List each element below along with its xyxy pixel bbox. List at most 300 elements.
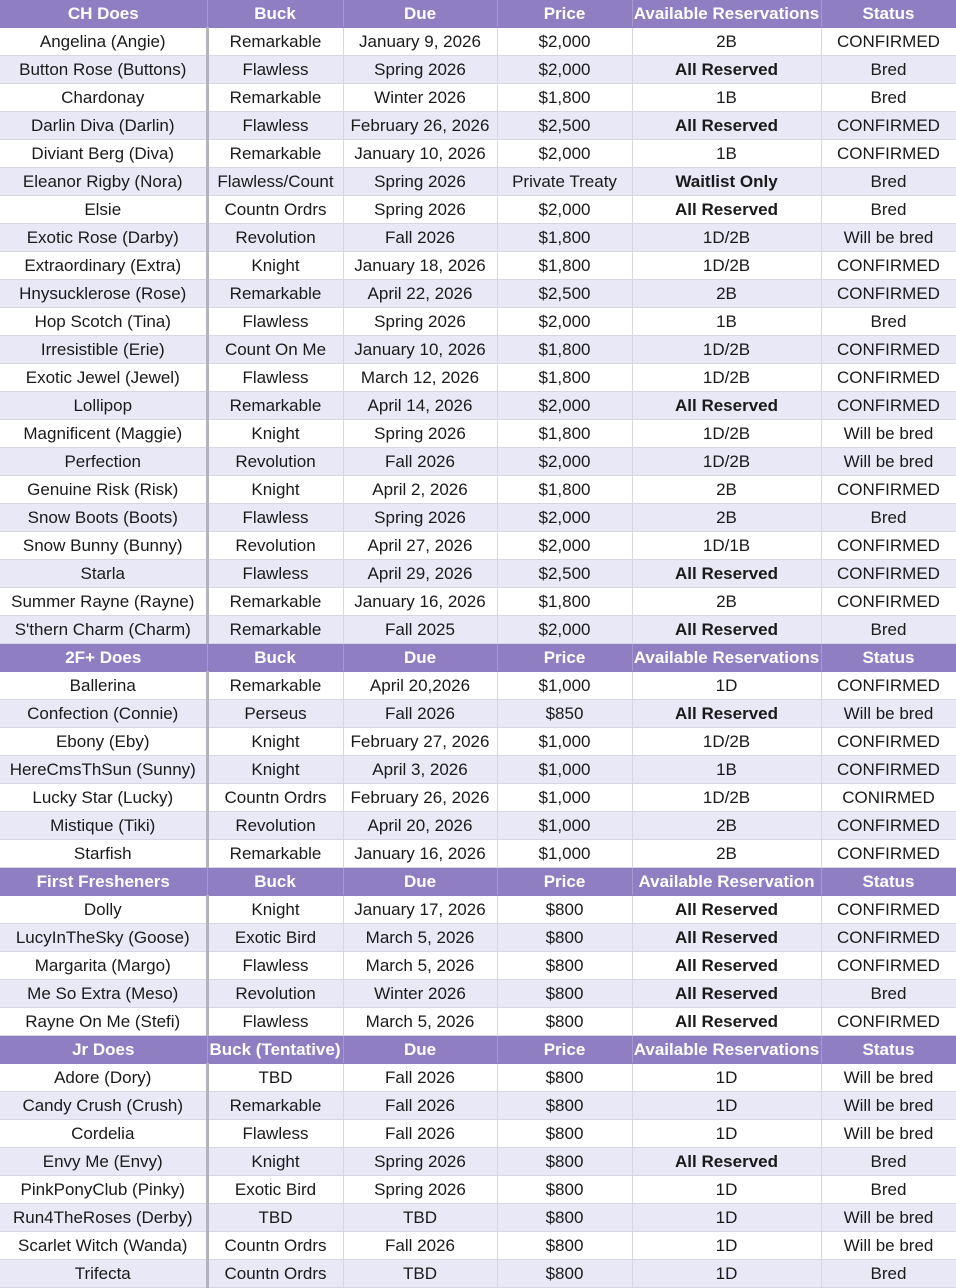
cell-available-reservations: Waitlist Only: [632, 168, 821, 196]
cell-buck: Perseus: [207, 700, 343, 728]
cell-status: CONFIRMED: [821, 560, 956, 588]
cell-status: CONFIRMED: [821, 728, 956, 756]
cell-available-reservations: 1D/2B: [632, 224, 821, 252]
section-header-row: [0, 868, 956, 896]
cell-buck: Flawless: [207, 504, 343, 532]
cell-status: CONFIRMED: [821, 112, 956, 140]
cell-buck: Remarkable: [207, 280, 343, 308]
column-header-buck: Buck: [207, 868, 343, 896]
column-header-status: Status: [821, 644, 956, 672]
cell-status: Bred: [821, 1260, 956, 1288]
cell-available-reservations: 1D: [632, 1092, 821, 1120]
table-row: [0, 616, 956, 644]
cell-available-reservations: 1D: [632, 1204, 821, 1232]
column-header-available-reservations: Available Reservations: [632, 644, 821, 672]
column-header-price: Price: [497, 1036, 632, 1064]
cell-status: Bred: [821, 308, 956, 336]
cell-status: Bred: [821, 980, 956, 1008]
table-row: [0, 588, 956, 616]
cell-available-reservations: 2B: [632, 812, 821, 840]
cell-buck: Flawless: [207, 1120, 343, 1148]
cell-doe-name: Cordelia: [0, 1120, 207, 1148]
cell-buck: Knight: [207, 756, 343, 784]
cell-status: Will be bred: [821, 1204, 956, 1232]
cell-buck: Countn Ordrs: [207, 196, 343, 224]
cell-price: $800: [497, 1064, 632, 1092]
cell-available-reservations: All Reserved: [632, 560, 821, 588]
cell-doe-name: Me So Extra (Meso): [0, 980, 207, 1008]
cell-status: Bred: [821, 56, 956, 84]
cell-due-date: April 29, 2026: [343, 560, 497, 588]
cell-price: $2,000: [497, 448, 632, 476]
cell-buck: Flawless: [207, 56, 343, 84]
cell-due-date: February 26, 2026: [343, 784, 497, 812]
cell-available-reservations: 1D: [632, 1064, 821, 1092]
table-row: [0, 84, 956, 112]
table-row: [0, 280, 956, 308]
cell-buck: Knight: [207, 252, 343, 280]
table-row: [0, 672, 956, 700]
cell-status: Will be bred: [821, 1232, 956, 1260]
column-header-buck: Buck: [207, 0, 343, 28]
cell-due-date: March 12, 2026: [343, 364, 497, 392]
cell-price: $1,800: [497, 252, 632, 280]
cell-available-reservations: 2B: [632, 840, 821, 868]
table-row: [0, 364, 956, 392]
column-header-status: Status: [821, 868, 956, 896]
cell-available-reservations: 1D/2B: [632, 420, 821, 448]
cell-status: CONFIRMED: [821, 392, 956, 420]
cell-available-reservations: 1D: [632, 1232, 821, 1260]
cell-available-reservations: 1D/2B: [632, 728, 821, 756]
table-row: [0, 476, 956, 504]
cell-available-reservations: All Reserved: [632, 952, 821, 980]
cell-status: CONFIRMED: [821, 840, 956, 868]
cell-price: $1,000: [497, 812, 632, 840]
table-row: [0, 840, 956, 868]
cell-buck: Flawless: [207, 952, 343, 980]
table-row: [0, 1092, 956, 1120]
table-row: [0, 196, 956, 224]
cell-status: CONFIRMED: [821, 812, 956, 840]
cell-due-date: April 3, 2026: [343, 756, 497, 784]
cell-due-date: April 20,2026: [343, 672, 497, 700]
cell-status: Will be bred: [821, 700, 956, 728]
table-row: [0, 504, 956, 532]
cell-buck: Remarkable: [207, 616, 343, 644]
cell-due-date: January 16, 2026: [343, 840, 497, 868]
cell-doe-name: Button Rose (Buttons): [0, 56, 207, 84]
cell-buck: Countn Ordrs: [207, 784, 343, 812]
cell-status: CONFIRMED: [821, 28, 956, 56]
cell-buck: Exotic Bird: [207, 1176, 343, 1204]
cell-doe-name: Margarita (Margo): [0, 952, 207, 980]
cell-buck: Flawless: [207, 1008, 343, 1036]
cell-doe-name: Darlin Diva (Darlin): [0, 112, 207, 140]
cell-buck: Remarkable: [207, 1092, 343, 1120]
cell-due-date: January 10, 2026: [343, 336, 497, 364]
cell-doe-name: Exotic Rose (Darby): [0, 224, 207, 252]
cell-available-reservations: 1D/2B: [632, 336, 821, 364]
cell-due-date: March 5, 2026: [343, 924, 497, 952]
cell-doe-name: Ballerina: [0, 672, 207, 700]
cell-buck: Remarkable: [207, 840, 343, 868]
cell-price: $2,000: [497, 532, 632, 560]
cell-price: $800: [497, 1204, 632, 1232]
table-row: [0, 1232, 956, 1260]
cell-buck: Flawless: [207, 364, 343, 392]
cell-available-reservations: 1D/2B: [632, 364, 821, 392]
table-row: [0, 28, 956, 56]
cell-doe-name: Eleanor Rigby (Nora): [0, 168, 207, 196]
cell-status: Bred: [821, 504, 956, 532]
table-row: [0, 1008, 956, 1036]
cell-available-reservations: All Reserved: [632, 896, 821, 924]
cell-buck: Count On Me: [207, 336, 343, 364]
cell-status: Will be bred: [821, 448, 956, 476]
column-header-due-date: Due: [343, 644, 497, 672]
table-row: [0, 1176, 956, 1204]
cell-buck: Revolution: [207, 532, 343, 560]
cell-buck: Knight: [207, 476, 343, 504]
table-row: [0, 420, 956, 448]
cell-due-date: Spring 2026: [343, 1176, 497, 1204]
column-header-available-reservations: Available Reservations: [632, 1036, 821, 1064]
cell-available-reservations: 1B: [632, 756, 821, 784]
table-row: [0, 1120, 956, 1148]
cell-buck: Knight: [207, 420, 343, 448]
cell-status: CONFIRMED: [821, 896, 956, 924]
cell-available-reservations: All Reserved: [632, 112, 821, 140]
cell-status: Bred: [821, 196, 956, 224]
cell-status: CONFIRMED: [821, 672, 956, 700]
cell-buck: Flawless: [207, 308, 343, 336]
cell-status: Will be bred: [821, 1064, 956, 1092]
cell-due-date: Spring 2026: [343, 56, 497, 84]
cell-doe-name: Starla: [0, 560, 207, 588]
cell-doe-name: Candy Crush (Crush): [0, 1092, 207, 1120]
table-row: [0, 728, 956, 756]
table-row: [0, 1064, 956, 1092]
cell-buck: Countn Ordrs: [207, 1260, 343, 1288]
cell-price: $1,000: [497, 840, 632, 868]
cell-available-reservations: 1B: [632, 140, 821, 168]
column-header-doe-name: Jr Does: [0, 1036, 207, 1064]
cell-due-date: Winter 2026: [343, 84, 497, 112]
cell-status: CONFIRMED: [821, 140, 956, 168]
table-row: [0, 448, 956, 476]
cell-doe-name: HereCmsThSun (Sunny): [0, 756, 207, 784]
cell-status: CONFIRMED: [821, 952, 956, 980]
cell-due-date: April 14, 2026: [343, 392, 497, 420]
cell-doe-name: Ebony (Eby): [0, 728, 207, 756]
cell-due-date: Fall 2026: [343, 1092, 497, 1120]
cell-due-date: Fall 2026: [343, 1064, 497, 1092]
cell-doe-name: Envy Me (Envy): [0, 1148, 207, 1176]
cell-buck: TBD: [207, 1204, 343, 1232]
cell-doe-name: Run4TheRoses (Derby): [0, 1204, 207, 1232]
table-row: [0, 980, 956, 1008]
cell-price: $800: [497, 1120, 632, 1148]
cell-due-date: Fall 2026: [343, 1120, 497, 1148]
column-header-price: Price: [497, 0, 632, 28]
cell-buck: Remarkable: [207, 140, 343, 168]
table-row: [0, 896, 956, 924]
cell-due-date: March 5, 2026: [343, 952, 497, 980]
cell-buck: Knight: [207, 1148, 343, 1176]
section-header-row: [0, 0, 956, 28]
cell-available-reservations: 1D/1B: [632, 532, 821, 560]
cell-price: $1,800: [497, 588, 632, 616]
cell-doe-name: Hop Scotch (Tina): [0, 308, 207, 336]
table-row: [0, 140, 956, 168]
cell-price: $2,500: [497, 560, 632, 588]
cell-status: Bred: [821, 168, 956, 196]
cell-due-date: Fall 2026: [343, 1232, 497, 1260]
cell-doe-name: Magnificent (Maggie): [0, 420, 207, 448]
cell-price: $1,800: [497, 224, 632, 252]
cell-status: Bred: [821, 84, 956, 112]
cell-status: CONFIRMED: [821, 336, 956, 364]
cell-price: $800: [497, 1260, 632, 1288]
cell-buck: Remarkable: [207, 84, 343, 112]
cell-available-reservations: 2B: [632, 588, 821, 616]
column-header-buck: Buck (Tentative): [207, 1036, 343, 1064]
cell-doe-name: Snow Bunny (Bunny): [0, 532, 207, 560]
column-header-status: Status: [821, 1036, 956, 1064]
cell-price: $2,000: [497, 28, 632, 56]
cell-buck: Knight: [207, 896, 343, 924]
cell-available-reservations: 1D: [632, 672, 821, 700]
cell-price: $800: [497, 924, 632, 952]
table-row: [0, 224, 956, 252]
cell-buck: Flawless: [207, 112, 343, 140]
table-row: [0, 392, 956, 420]
table-row: [0, 1204, 956, 1232]
cell-status: Bred: [821, 616, 956, 644]
cell-available-reservations: 1D/2B: [632, 784, 821, 812]
cell-status: Will be bred: [821, 224, 956, 252]
cell-due-date: Fall 2026: [343, 700, 497, 728]
column-header-available-reservations: Available Reservation: [632, 868, 821, 896]
cell-due-date: February 26, 2026: [343, 112, 497, 140]
cell-doe-name: Chardonay: [0, 84, 207, 112]
cell-due-date: Spring 2026: [343, 1148, 497, 1176]
table-row: [0, 924, 956, 952]
cell-doe-name: PinkPonyClub (Pinky): [0, 1176, 207, 1204]
column-header-due-date: Due: [343, 1036, 497, 1064]
column-header-doe-name: First Fresheners: [0, 868, 207, 896]
table-row: [0, 700, 956, 728]
cell-doe-name: Starfish: [0, 840, 207, 868]
cell-due-date: April 22, 2026: [343, 280, 497, 308]
cell-buck: Revolution: [207, 448, 343, 476]
cell-doe-name: Lucky Star (Lucky): [0, 784, 207, 812]
table-row: [0, 168, 956, 196]
cell-price: $2,000: [497, 196, 632, 224]
table-row: [0, 1260, 956, 1288]
cell-available-reservations: 1D/2B: [632, 252, 821, 280]
cell-price: $2,000: [497, 56, 632, 84]
cell-available-reservations: All Reserved: [632, 980, 821, 1008]
cell-price: $1,000: [497, 784, 632, 812]
cell-doe-name: Angelina (Angie): [0, 28, 207, 56]
table-row: [0, 560, 956, 588]
column-header-price: Price: [497, 868, 632, 896]
cell-doe-name: LucyInTheSky (Goose): [0, 924, 207, 952]
cell-price: $2,000: [497, 140, 632, 168]
table-row: [0, 112, 956, 140]
cell-due-date: January 16, 2026: [343, 588, 497, 616]
cell-due-date: January 18, 2026: [343, 252, 497, 280]
cell-buck: Revolution: [207, 980, 343, 1008]
cell-doe-name: Irresistible (Erie): [0, 336, 207, 364]
cell-price: $2,000: [497, 504, 632, 532]
cell-available-reservations: All Reserved: [632, 616, 821, 644]
cell-available-reservations: All Reserved: [632, 1148, 821, 1176]
cell-price: $850: [497, 700, 632, 728]
cell-status: Bred: [821, 1176, 956, 1204]
cell-due-date: Fall 2025: [343, 616, 497, 644]
cell-status: CONFIRMED: [821, 252, 956, 280]
cell-doe-name: Elsie: [0, 196, 207, 224]
cell-price: $1,800: [497, 420, 632, 448]
cell-status: CONFIRMED: [821, 532, 956, 560]
cell-available-reservations: All Reserved: [632, 924, 821, 952]
cell-available-reservations: 2B: [632, 504, 821, 532]
cell-due-date: Fall 2026: [343, 448, 497, 476]
cell-available-reservations: 2B: [632, 28, 821, 56]
cell-due-date: Winter 2026: [343, 980, 497, 1008]
cell-buck: Countn Ordrs: [207, 1232, 343, 1260]
cell-available-reservations: All Reserved: [632, 196, 821, 224]
cell-doe-name: Rayne On Me (Stefi): [0, 1008, 207, 1036]
cell-due-date: April 2, 2026: [343, 476, 497, 504]
cell-status: CONFIRMED: [821, 756, 956, 784]
cell-available-reservations: All Reserved: [632, 56, 821, 84]
section-header-row: [0, 1036, 956, 1064]
cell-doe-name: Summer Rayne (Rayne): [0, 588, 207, 616]
cell-doe-name: Trifecta: [0, 1260, 207, 1288]
cell-price: $2,000: [497, 616, 632, 644]
cell-buck: Remarkable: [207, 28, 343, 56]
cell-available-reservations: All Reserved: [632, 700, 821, 728]
cell-price: $800: [497, 952, 632, 980]
cell-due-date: January 9, 2026: [343, 28, 497, 56]
cell-price: $1,800: [497, 84, 632, 112]
column-header-price: Price: [497, 644, 632, 672]
column-header-status: Status: [821, 0, 956, 28]
cell-buck: Knight: [207, 728, 343, 756]
cell-status: CONFIRMED: [821, 364, 956, 392]
column-header-buck: Buck: [207, 644, 343, 672]
table-row: [0, 784, 956, 812]
cell-price: $1,800: [497, 364, 632, 392]
cell-due-date: January 17, 2026: [343, 896, 497, 924]
cell-available-reservations: All Reserved: [632, 392, 821, 420]
cell-buck: Exotic Bird: [207, 924, 343, 952]
cell-price: $2,500: [497, 280, 632, 308]
cell-available-reservations: 2B: [632, 280, 821, 308]
cell-buck: Remarkable: [207, 588, 343, 616]
cell-status: Will be bred: [821, 1120, 956, 1148]
cell-price: $1,800: [497, 476, 632, 504]
cell-doe-name: Lollipop: [0, 392, 207, 420]
cell-due-date: Spring 2026: [343, 504, 497, 532]
cell-due-date: Spring 2026: [343, 308, 497, 336]
cell-status: CONFIRMED: [821, 588, 956, 616]
cell-status: CONFIRMED: [821, 280, 956, 308]
table-row: [0, 252, 956, 280]
cell-due-date: Spring 2026: [343, 168, 497, 196]
cell-buck: Revolution: [207, 812, 343, 840]
cell-due-date: Spring 2026: [343, 420, 497, 448]
cell-buck: Flawless: [207, 560, 343, 588]
cell-status: Bred: [821, 1148, 956, 1176]
cell-price: $800: [497, 1148, 632, 1176]
cell-doe-name: Adore (Dory): [0, 1064, 207, 1092]
cell-price: $2,500: [497, 112, 632, 140]
table-row: [0, 1148, 956, 1176]
column-header-due-date: Due: [343, 0, 497, 28]
cell-doe-name: Snow Boots (Boots): [0, 504, 207, 532]
cell-price: $2,000: [497, 392, 632, 420]
cell-price: $800: [497, 1092, 632, 1120]
column-header-due-date: Due: [343, 868, 497, 896]
cell-due-date: March 5, 2026: [343, 1008, 497, 1036]
cell-due-date: TBD: [343, 1260, 497, 1288]
cell-price: $1,800: [497, 336, 632, 364]
cell-status: CONFIRMED: [821, 1008, 956, 1036]
cell-price: $800: [497, 1232, 632, 1260]
cell-doe-name: Genuine Risk (Risk): [0, 476, 207, 504]
cell-doe-name: Extraordinary (Extra): [0, 252, 207, 280]
cell-due-date: February 27, 2026: [343, 728, 497, 756]
cell-buck: Remarkable: [207, 672, 343, 700]
cell-status: Will be bred: [821, 420, 956, 448]
cell-price: $2,000: [497, 308, 632, 336]
section-header-row: [0, 644, 956, 672]
cell-due-date: Fall 2026: [343, 224, 497, 252]
cell-available-reservations: 1D: [632, 1260, 821, 1288]
cell-price: $1,000: [497, 672, 632, 700]
cell-buck: TBD: [207, 1064, 343, 1092]
cell-doe-name: Hnysucklerose (Rose): [0, 280, 207, 308]
table-row: [0, 56, 956, 84]
table-row: [0, 532, 956, 560]
cell-available-reservations: 1D: [632, 1120, 821, 1148]
cell-due-date: Spring 2026: [343, 196, 497, 224]
cell-doe-name: Scarlet Witch (Wanda): [0, 1232, 207, 1260]
cell-price: $800: [497, 980, 632, 1008]
table-row: [0, 308, 956, 336]
cell-price: $1,000: [497, 756, 632, 784]
cell-doe-name: S'thern Charm (Charm): [0, 616, 207, 644]
cell-due-date: April 20, 2026: [343, 812, 497, 840]
column-header-doe-name: 2F+ Does: [0, 644, 207, 672]
cell-due-date: April 27, 2026: [343, 532, 497, 560]
cell-price: $800: [497, 1176, 632, 1204]
cell-available-reservations: 1B: [632, 84, 821, 112]
cell-doe-name: Diviant Berg (Diva): [0, 140, 207, 168]
cell-price: $800: [497, 896, 632, 924]
cell-available-reservations: 1D/2B: [632, 448, 821, 476]
cell-status: Will be bred: [821, 1092, 956, 1120]
column-header-available-reservations: Available Reservations: [632, 0, 821, 28]
cell-status: CONFIRMED: [821, 476, 956, 504]
cell-available-reservations: 1D: [632, 1176, 821, 1204]
cell-due-date: January 10, 2026: [343, 140, 497, 168]
